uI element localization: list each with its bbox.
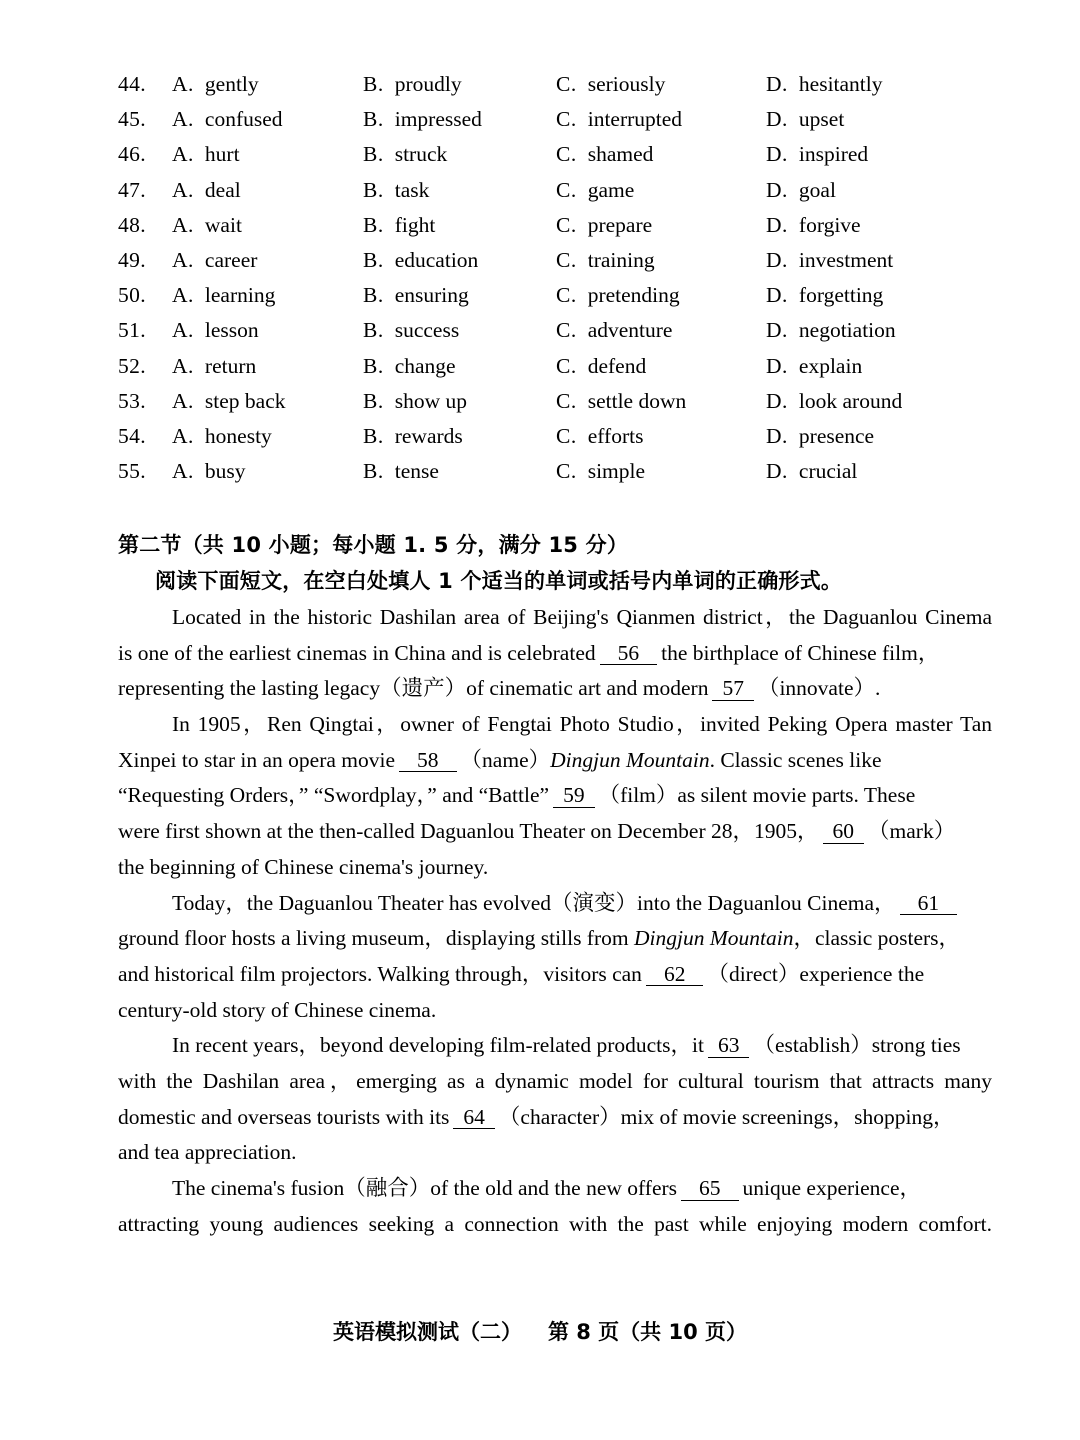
question-number: 48. <box>118 212 147 237</box>
answer-blank-65[interactable]: 65 <box>681 1177 739 1201</box>
passage-line <box>0 1100 1080 1136</box>
option-row <box>0 72 1080 107</box>
option-letter-b: B. <box>363 459 384 484</box>
option-a[interactable] <box>172 107 283 132</box>
passage-line <box>0 850 1080 886</box>
option-text-a: hurt <box>204 142 240 167</box>
passage-line <box>0 921 1080 957</box>
passage-paragraph-1 <box>0 600 1080 707</box>
option-text-c: shamed <box>587 142 654 167</box>
passage-line-text <box>118 921 960 957</box>
answer-blank-56[interactable]: 56 <box>600 642 658 666</box>
option-b[interactable] <box>363 213 435 238</box>
option-text-c: seriously <box>587 72 666 96</box>
question-number: 53. <box>118 388 147 413</box>
option-b[interactable] <box>363 72 462 97</box>
passage-body <box>0 600 1080 1242</box>
option-a[interactable] <box>172 248 257 273</box>
option-c[interactable] <box>556 318 672 343</box>
option-letter-c: C. <box>556 423 577 448</box>
option-text-a: step back <box>204 388 286 413</box>
option-letter-d: D. <box>766 353 788 378</box>
question-number: 51. <box>118 318 147 343</box>
movie-title-dingjun: Dingjun Mountain <box>550 747 710 772</box>
option-text-c: game <box>587 177 635 202</box>
passage-line-text <box>118 743 882 779</box>
option-c[interactable] <box>556 389 686 414</box>
option-row <box>0 248 1080 283</box>
passage-line-text: Located in the historic Dashilan area of Beijing's Qianmen district，the Daguanlou Cinema <box>172 605 992 629</box>
passage-line <box>0 957 1080 993</box>
option-d[interactable] <box>766 142 868 167</box>
passage-line <box>0 778 1080 814</box>
passage-line <box>0 993 1080 1029</box>
passage-line-text: century-old story of Chinese cinema. <box>118 997 437 1022</box>
option-letter-c: C. <box>556 283 577 308</box>
option-letter-b: B. <box>363 318 384 343</box>
option-text-c: simple <box>587 459 646 484</box>
option-letter-c: C. <box>556 177 577 202</box>
passage-text-fragment: Today，the Daguanlou Theater has evolved（演变）into the Daguanlou Cinema， <box>172 890 896 915</box>
option-letter-b: B. <box>363 423 384 448</box>
question-number: 47. <box>118 177 147 202</box>
option-a[interactable] <box>172 178 241 203</box>
passage-text-fragment: and historical film projectors. Walking through，visitors can <box>118 961 642 986</box>
option-c[interactable] <box>556 459 645 484</box>
option-letter-d: D. <box>766 107 788 132</box>
section-heading: 第二节（共 10 小题；每小题 1. 5 分，满分 15 分） <box>118 533 629 557</box>
passage-line <box>0 671 1080 707</box>
option-c[interactable] <box>556 248 655 273</box>
option-letter-a: A. <box>172 177 194 202</box>
option-text-c: settle down <box>587 388 687 413</box>
answer-blank-57[interactable]: 57 <box>712 677 754 701</box>
passage-line-text: with the Dashilan area，emerging as a dynamic model for cultural tourism that attracts many <box>118 1068 992 1093</box>
option-letter-c: C. <box>556 72 577 96</box>
option-letter-a: A. <box>172 283 194 308</box>
question-number: 49. <box>118 247 147 272</box>
option-text-b: fight <box>394 212 436 237</box>
option-text-d: negotiation <box>798 318 896 343</box>
option-b[interactable] <box>363 178 429 203</box>
option-d[interactable] <box>766 72 883 97</box>
option-text-d: inspired <box>798 142 869 167</box>
passage-line-text <box>118 1100 955 1136</box>
option-letter-a: A. <box>172 247 194 272</box>
option-b[interactable] <box>363 389 467 414</box>
question-number: 55. <box>118 459 147 484</box>
passage-text-fragment: ，classic posters， <box>793 926 961 951</box>
passage-line-text <box>172 1171 921 1207</box>
option-letter-b: B. <box>363 388 384 413</box>
passage-text-fragment: domestic and overseas tourists with its <box>118 1104 450 1129</box>
option-text-a: gently <box>204 72 259 96</box>
option-text-d: explain <box>798 353 863 378</box>
option-letter-a: A. <box>172 388 194 413</box>
passage-text-fragment: were first shown at the then-called Daguanlou Theater on December 28，1905， <box>118 819 819 844</box>
option-b[interactable] <box>363 283 469 308</box>
option-row <box>0 389 1080 424</box>
passage-text-fragment: （name） <box>460 747 551 772</box>
option-letter-c: C. <box>556 247 577 272</box>
option-row <box>0 142 1080 177</box>
passage-paragraph-4 <box>0 1028 1080 1171</box>
passage-line <box>0 1135 1080 1171</box>
passage-text-fragment: representing the lasting legacy（遗产）of cinematic art and modern <box>118 676 709 701</box>
passage-paragraph-2 <box>0 707 1080 885</box>
option-text-a: honesty <box>204 423 272 448</box>
footer-exam-title: 英语模拟测试（二） <box>332 1320 522 1344</box>
option-text-b: rewards <box>394 423 463 448</box>
option-letter-d: D. <box>766 177 788 202</box>
option-text-b: struck <box>394 142 448 167</box>
option-text-d: hesitantly <box>798 72 883 96</box>
option-text-a: lesson <box>204 318 259 343</box>
option-letter-d: D. <box>766 212 788 237</box>
passage-text-fragment: （innovate）. <box>757 676 881 701</box>
answer-blank-64[interactable]: 64 <box>453 1106 495 1130</box>
passage-line-text: In 1905，Ren Qingtai，owner of Fengtai Photo Studio，invited Peking Opera master Tan <box>172 712 992 737</box>
answer-blank-61[interactable]: 61 <box>900 892 958 916</box>
option-a[interactable] <box>172 424 272 449</box>
option-d[interactable] <box>766 283 883 308</box>
option-text-b: task <box>394 177 430 202</box>
option-row <box>0 283 1080 318</box>
option-a[interactable] <box>172 142 240 167</box>
option-d[interactable] <box>766 354 862 379</box>
option-b[interactable] <box>363 424 463 449</box>
passage-text-fragment: . Classic scenes like <box>709 747 882 772</box>
answer-blank-63[interactable]: 63 <box>708 1034 750 1058</box>
passage-text-fragment: （direct）experience the <box>707 961 925 986</box>
option-a[interactable] <box>172 283 275 308</box>
option-a[interactable] <box>172 389 286 414</box>
option-text-a: confused <box>204 107 283 132</box>
option-text-d: upset <box>798 107 845 132</box>
option-text-b: impressed <box>394 107 482 132</box>
option-letter-a: A. <box>172 459 194 484</box>
passage-line-text: the beginning of Chinese cinema's journey. <box>118 854 489 879</box>
section-instruction: 阅读下面短文，在空白处填人 1 个适当的单词或括号内单词的正确形式。 <box>155 569 843 593</box>
option-c[interactable] <box>556 107 682 132</box>
option-text-a: wait <box>204 212 242 237</box>
option-text-a: busy <box>204 459 246 484</box>
option-text-a: deal <box>204 177 241 202</box>
option-d[interactable] <box>766 318 896 343</box>
option-d[interactable] <box>766 178 836 203</box>
passage-text-fragment: （character）mix of movie screenings，shopping， <box>498 1104 955 1129</box>
passage-line <box>0 1207 1080 1243</box>
passage-line <box>0 636 1080 672</box>
passage-line-text <box>118 957 924 993</box>
option-letter-b: B. <box>363 283 384 308</box>
passage-line <box>0 1028 1080 1064</box>
passage-line-text <box>118 778 915 814</box>
option-d[interactable] <box>766 107 844 132</box>
option-letter-c: C. <box>556 212 577 237</box>
option-letter-a: A. <box>172 142 194 167</box>
option-c[interactable] <box>556 213 652 238</box>
option-text-c: pretending <box>587 283 680 308</box>
passage-text-fragment: is one of the earliest cinemas in China and is celebrated <box>118 640 596 665</box>
option-row <box>0 318 1080 353</box>
option-c[interactable] <box>556 178 634 203</box>
question-number: 44. <box>118 72 147 96</box>
passage-line <box>0 743 1080 779</box>
option-b[interactable] <box>363 107 482 132</box>
option-text-d: forgetting <box>798 283 884 308</box>
passage-paragraph-5 <box>0 1171 1080 1242</box>
option-d[interactable] <box>766 459 857 484</box>
option-text-c: defend <box>587 353 647 378</box>
movie-title-dingjun: Dingjun Mountain <box>633 926 794 951</box>
option-letter-a: A. <box>172 423 194 448</box>
passage-line <box>0 1064 1080 1100</box>
question-number: 52. <box>118 353 147 378</box>
option-b[interactable] <box>363 354 456 379</box>
option-a[interactable] <box>172 318 259 343</box>
answer-blank-60[interactable]: 60 <box>823 820 865 844</box>
option-text-b: proudly <box>394 72 462 96</box>
option-letter-c: C. <box>556 459 577 484</box>
option-letter-b: B. <box>363 177 384 202</box>
option-d[interactable] <box>766 213 861 238</box>
option-a[interactable] <box>172 72 259 97</box>
option-text-a: return <box>204 353 257 378</box>
option-text-c: training <box>587 247 655 272</box>
option-letter-d: D. <box>766 142 788 167</box>
option-text-d: investment <box>798 247 894 272</box>
option-c[interactable] <box>556 424 643 449</box>
passage-text-fragment: Xinpei to star in an opera movie <box>118 747 396 772</box>
option-c[interactable] <box>556 354 646 379</box>
option-text-a: career <box>204 247 258 272</box>
option-text-a: learning <box>204 283 276 308</box>
option-row <box>0 354 1080 389</box>
passage-line <box>0 1171 1080 1207</box>
option-text-c: adventure <box>587 318 673 343</box>
option-letter-a: A. <box>172 318 194 343</box>
option-row <box>0 424 1080 459</box>
option-letter-b: B. <box>363 247 384 272</box>
passage-line-text: attracting young audiences seeking a connection with the past while enjoying modern comfort. <box>118 1211 992 1236</box>
option-c[interactable] <box>556 72 665 97</box>
option-text-b: success <box>394 318 460 343</box>
option-row <box>0 213 1080 248</box>
passage-line-text: and tea appreciation. <box>118 1140 297 1165</box>
option-letter-c: C. <box>556 142 577 167</box>
answer-blank-58[interactable]: 58 <box>399 749 457 773</box>
passage-line-text <box>172 1028 961 1064</box>
passage-line <box>0 814 1080 850</box>
option-letter-d: D. <box>766 72 788 96</box>
option-letter-d: D. <box>766 459 788 484</box>
option-letter-d: D. <box>766 388 788 413</box>
passage-line <box>0 600 1080 636</box>
option-letter-a: A. <box>172 107 194 132</box>
option-letter-a: A. <box>172 353 194 378</box>
option-letter-d: D. <box>766 247 788 272</box>
option-letter-b: B. <box>363 142 384 167</box>
option-letter-b: B. <box>363 72 384 96</box>
option-d[interactable] <box>766 389 902 414</box>
option-a[interactable] <box>172 354 256 379</box>
option-text-c: interrupted <box>587 107 683 132</box>
passage-text-fragment: “Requesting Orders，” “Swordplay，” and “Battle” <box>118 783 550 808</box>
option-row <box>0 178 1080 213</box>
option-letter-b: B. <box>363 107 384 132</box>
passage-text-fragment: （film）as silent movie parts. These <box>598 783 916 808</box>
passage-paragraph-3 <box>0 886 1080 1029</box>
passage-line-text <box>118 814 955 850</box>
passage-text-fragment: （establish）strong ties <box>753 1033 961 1058</box>
option-a[interactable] <box>172 213 242 238</box>
option-letter-c: C. <box>556 353 577 378</box>
option-d[interactable] <box>766 248 893 273</box>
option-text-c: efforts <box>587 423 644 448</box>
option-c[interactable] <box>556 283 680 308</box>
passage-line <box>0 707 1080 743</box>
option-c[interactable] <box>556 142 653 167</box>
option-b[interactable] <box>363 142 447 167</box>
option-text-b: show up <box>394 388 467 413</box>
option-b[interactable] <box>363 318 459 343</box>
option-letter-b: B. <box>363 353 384 378</box>
option-letter-d: D. <box>766 423 788 448</box>
option-text-b: ensuring <box>394 283 469 308</box>
answer-blank-62[interactable]: 62 <box>646 963 704 987</box>
option-text-d: goal <box>798 177 836 202</box>
option-letter-c: C. <box>556 318 577 343</box>
passage-text-fragment: （mark） <box>868 819 956 844</box>
answer-blank-59[interactable]: 59 <box>553 784 595 808</box>
option-letter-c: C. <box>556 388 577 413</box>
option-text-d: look around <box>798 388 903 413</box>
page-footer <box>0 1316 1080 1346</box>
option-a[interactable] <box>172 459 246 484</box>
passage-line-text <box>118 636 939 672</box>
option-b[interactable] <box>363 459 439 484</box>
question-number: 45. <box>118 107 147 132</box>
footer-page-info: 第 8 页（共 10 页） <box>547 1320 748 1344</box>
option-text-c: prepare <box>587 212 653 237</box>
question-number: 50. <box>118 283 147 308</box>
option-text-d: forgive <box>798 212 861 237</box>
passage-line <box>0 886 1080 922</box>
option-text-b: tense <box>394 459 439 484</box>
option-text-d: crucial <box>798 459 858 484</box>
passage-text-fragment: In recent years，beyond developing film-related products，it <box>172 1033 704 1058</box>
passage-line-text <box>172 886 961 922</box>
option-letter-d: D. <box>766 283 788 308</box>
question-number: 54. <box>118 423 147 448</box>
option-letter-c: C. <box>556 107 577 132</box>
option-text-b: change <box>394 353 456 378</box>
option-letter-a: A. <box>172 212 194 237</box>
option-text-d: presence <box>798 423 875 448</box>
passage-text-fragment: the birthplace of Chinese film， <box>661 640 940 665</box>
passage-line-text <box>118 671 880 707</box>
option-letter-a: A. <box>172 72 194 96</box>
option-row <box>0 459 1080 494</box>
passage-text-fragment: unique experience， <box>742 1176 922 1200</box>
option-d[interactable] <box>766 424 874 449</box>
option-letter-d: D. <box>766 318 788 343</box>
question-number: 46. <box>118 142 147 167</box>
cloze-options-list <box>0 72 1080 494</box>
option-b[interactable] <box>363 248 478 273</box>
option-row <box>0 107 1080 142</box>
option-text-b: education <box>394 247 479 272</box>
passage-text-fragment: ground floor hosts a living museum，displaying stills from <box>118 926 629 951</box>
passage-text-fragment: The cinema's fusion（融合）of the old and the new offers <box>172 1176 678 1200</box>
option-letter-b: B. <box>363 212 384 237</box>
